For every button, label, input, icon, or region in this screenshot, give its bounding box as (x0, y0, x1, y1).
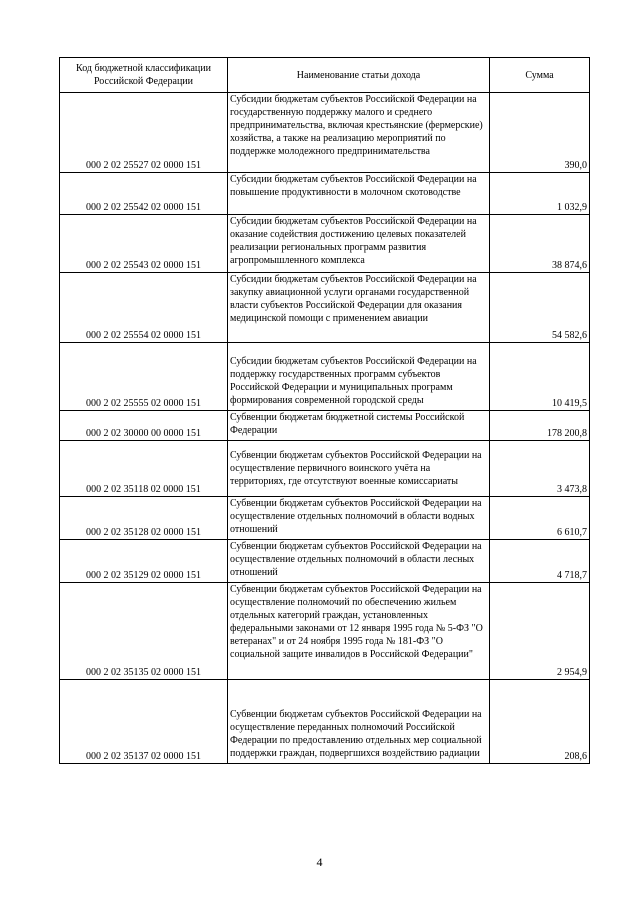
revenue-item-name: Субвенции бюджетам субъектов Российской Федерации на осуществление переданных полномочий Российской Федерации по предоставлению отдельных мер социальной поддержки граждан, подвергшихся воздействию радиации (228, 680, 490, 764)
revenue-item-name: Субвенции бюджетам субъектов Российской Федерации на осуществление полномочий по обеспечению жильем отдельных категорий граждан, установленных федеральными законами от 12 января 1995 года № 5-ФЗ "О ветеранах" и от 24 ноября 1995 года № 181-ФЗ "О социальной защите инвалидов в Российской Федерации" (228, 583, 490, 680)
amount: 4 718,7 (490, 540, 590, 583)
amount: 178 200,8 (490, 411, 590, 441)
budget-code: 000 2 02 25527 02 0000 151 (60, 93, 228, 173)
revenue-table (59, 57, 590, 764)
revenue-item-name: Субвенции бюджетам бюджетной системы Российской Федерации (228, 411, 490, 441)
amount: 6 610,7 (490, 497, 590, 540)
budget-code: 000 2 02 25555 02 0000 151 (60, 343, 228, 411)
header-name: Наименование статьи дохода (228, 58, 490, 93)
amount: 1 032,9 (490, 173, 590, 215)
amount: 390,0 (490, 93, 590, 173)
table-row (60, 583, 590, 680)
table-header-row (60, 58, 590, 93)
table-row (60, 540, 590, 583)
budget-code: 000 2 02 25554 02 0000 151 (60, 273, 228, 343)
revenue-item-name: Субвенции бюджетам субъектов Российской Федерации на осуществление первичного воинского учёта на территориях, где отсутствуют военные комиссариаты (228, 441, 490, 497)
table-row (60, 497, 590, 540)
amount: 54 582,6 (490, 273, 590, 343)
table-row (60, 173, 590, 215)
table-row (60, 93, 590, 173)
amount: 208,6 (490, 680, 590, 764)
table-row (60, 441, 590, 497)
amount: 38 874,6 (490, 215, 590, 273)
table-row (60, 411, 590, 441)
budget-code: 000 2 02 35128 02 0000 151 (60, 497, 228, 540)
amount: 2 954,9 (490, 583, 590, 680)
table-row (60, 680, 590, 764)
revenue-item-name: Субсидии бюджетам субъектов Российской Федерации на поддержку государственных программ субъектов Российской Федерации и муниципальных программ формирования современной городской среды (228, 343, 490, 411)
budget-code: 000 2 02 25543 02 0000 151 (60, 215, 228, 273)
revenue-item-name: Субсидии бюджетам субъектов Российской Федерации на закупку авиационной услуги органами государственной власти субъектов Российской Федерации для оказания медицинской помощи с применением авиации (228, 273, 490, 343)
revenue-item-name: Субвенции бюджетам субъектов Российской Федерации на осуществление отдельных полномочий в области водных отношений (228, 497, 490, 540)
amount: 3 473,8 (490, 441, 590, 497)
revenue-item-name: Субсидии бюджетам субъектов Российской Федерации на оказание содействия достижению целевых показателей реализации региональных программ развития агропромышленного комплекса (228, 215, 490, 273)
budget-code: 000 2 02 30000 00 0000 151 (60, 411, 228, 441)
budget-code: 000 2 02 35118 02 0000 151 (60, 441, 228, 497)
page-number: 4 (316, 855, 323, 869)
table-row (60, 343, 590, 411)
table-row (60, 273, 590, 343)
header-sum: Сумма (490, 58, 590, 93)
revenue-item-name: Субсидии бюджетам субъектов Российской Федерации на государственную поддержку малого и среднего предпринимательства, включая крестьянские (фермерские) хозяйства, а также на реализацию мероприятий по поддержке молодежного предпринимательства (228, 93, 490, 173)
header-code: Код бюджетной классификации Российской Федерации (60, 58, 228, 93)
budget-code: 000 2 02 35137 02 0000 151 (60, 680, 228, 764)
budget-code: 000 2 02 35135 02 0000 151 (60, 583, 228, 680)
amount: 10 419,5 (490, 343, 590, 411)
budget-code: 000 2 02 25542 02 0000 151 (60, 173, 228, 215)
revenue-item-name: Субсидии бюджетам субъектов Российской Федерации на повышение продуктивности в молочном скотоводстве (228, 173, 490, 215)
budget-code: 000 2 02 35129 02 0000 151 (60, 540, 228, 583)
table-row (60, 215, 590, 273)
revenue-item-name: Субвенции бюджетам субъектов Российской Федерации на осуществление отдельных полномочий в области лесных отношений (228, 540, 490, 583)
